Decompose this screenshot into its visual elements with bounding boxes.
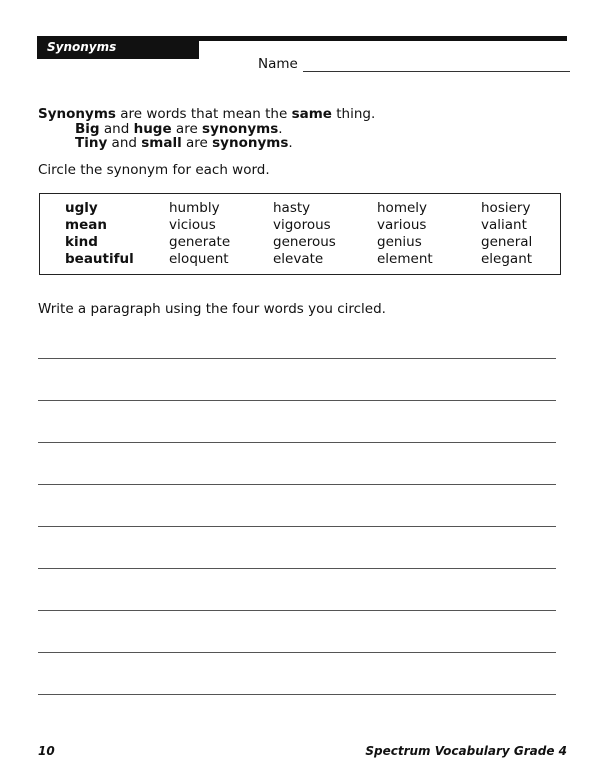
text-fragment: thing.: [331, 106, 376, 122]
synonym-option[interactable]: element: [377, 251, 433, 267]
synonym-option[interactable]: vicious: [169, 217, 216, 233]
text-fragment: are words that mean the: [115, 106, 292, 122]
synonym-option[interactable]: genius: [377, 234, 422, 250]
synonym-option[interactable]: various: [377, 217, 427, 233]
section-title: Synonyms: [37, 36, 199, 59]
word-table: [39, 193, 561, 275]
synonym-option[interactable]: generous: [273, 234, 336, 250]
synonym-option[interactable]: elegant: [481, 251, 533, 267]
writing-line[interactable]: [38, 442, 556, 443]
text-fragment: are: [181, 135, 213, 151]
synonym-option[interactable]: vigorous: [273, 217, 331, 233]
word-row: [40, 200, 560, 217]
definition-block: [38, 107, 375, 151]
text-fragment: and: [107, 135, 142, 151]
example-line-1: [38, 122, 375, 137]
synonym-option[interactable]: general: [481, 234, 533, 250]
word-row: [40, 234, 560, 251]
target-word: kind: [65, 234, 98, 250]
synonym-option[interactable]: hosiery: [481, 200, 531, 216]
text-fragment: .: [288, 135, 293, 151]
target-word: beautiful: [65, 251, 134, 267]
example-word: Big: [75, 120, 100, 137]
synonym-option[interactable]: humbly: [169, 200, 220, 216]
synonym-option[interactable]: hasty: [273, 200, 311, 216]
text-fragment: are: [171, 120, 203, 137]
example-word: small: [141, 135, 182, 151]
synonym-option[interactable]: elevate: [273, 251, 324, 267]
example-word: huge: [133, 120, 172, 137]
book-title: Spectrum Vocabulary Grade 4: [365, 744, 567, 758]
writing-line[interactable]: [38, 694, 556, 695]
word-row: [40, 251, 560, 268]
name-field: [258, 56, 570, 72]
term-same: same: [291, 106, 332, 122]
example-word: synonyms: [212, 135, 289, 151]
synonym-option[interactable]: homely: [377, 200, 428, 216]
instruction-text: Circle the synonym for each word.: [38, 162, 270, 178]
page-number: 10: [38, 744, 55, 758]
definition-line: [38, 107, 375, 122]
writing-line[interactable]: [38, 358, 556, 359]
writing-line[interactable]: [38, 400, 556, 401]
writing-line[interactable]: [38, 484, 556, 485]
name-label: Name: [258, 56, 298, 72]
synonym-option[interactable]: generate: [169, 234, 231, 250]
writing-line[interactable]: [38, 568, 556, 569]
example-word: Tiny: [75, 135, 108, 151]
target-word: ugly: [65, 200, 98, 216]
writing-line[interactable]: [38, 652, 556, 653]
writing-line[interactable]: [38, 610, 556, 611]
text-fragment: .: [278, 120, 283, 137]
word-row: [40, 217, 560, 234]
term-synonyms: Synonyms: [38, 106, 116, 122]
synonym-option[interactable]: eloquent: [169, 251, 229, 267]
synonym-option[interactable]: valiant: [481, 217, 527, 233]
example-line-2: [38, 136, 375, 151]
target-word: mean: [65, 217, 107, 233]
name-write-line[interactable]: [303, 57, 570, 72]
writing-line[interactable]: [38, 526, 556, 527]
text-fragment: and: [99, 120, 134, 137]
paragraph-prompt: Write a paragraph using the four words you circled.: [38, 301, 386, 317]
example-word: synonyms: [202, 120, 279, 137]
